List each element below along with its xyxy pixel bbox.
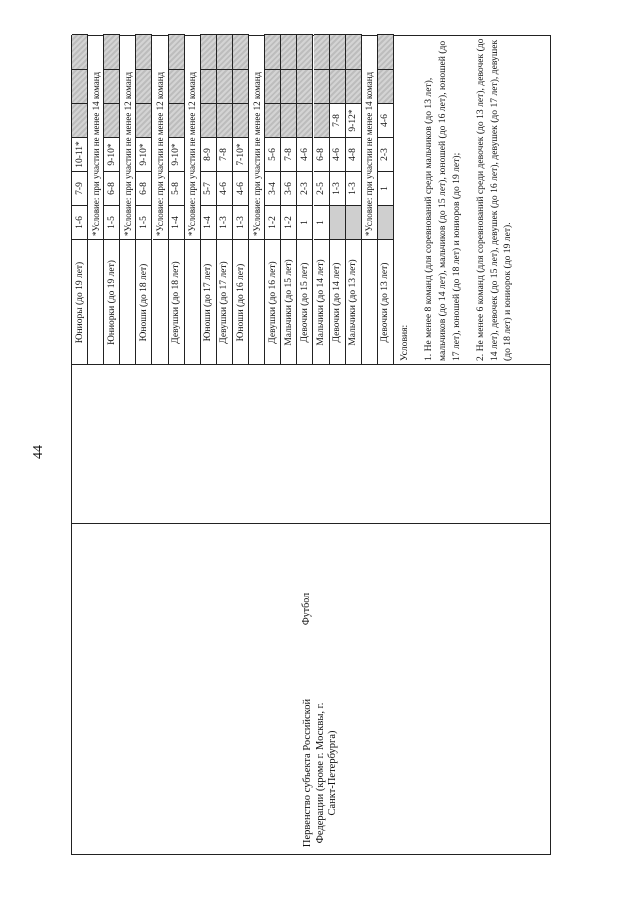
category-cell: Девушки (до 17 лет) bbox=[217, 239, 232, 365]
rank-cell bbox=[72, 69, 87, 103]
category-cell: Юноши (до 17 лет) bbox=[201, 239, 216, 365]
rank-cell bbox=[72, 34, 87, 69]
category-cell bbox=[88, 239, 103, 365]
page-number: 44 bbox=[31, 445, 46, 459]
table-row bbox=[136, 34, 152, 365]
table-row bbox=[281, 34, 297, 365]
rank-cell: 6-8 bbox=[314, 137, 329, 171]
rank-cell: 1-3 bbox=[233, 205, 248, 239]
rank-cell bbox=[346, 205, 361, 239]
rank-cell bbox=[378, 34, 393, 69]
rank-cell: 1-3 bbox=[346, 171, 361, 205]
rank-cell bbox=[217, 103, 232, 137]
table-row bbox=[314, 34, 330, 365]
category-cell bbox=[185, 239, 200, 365]
rank-cell: 1-4 bbox=[169, 205, 184, 239]
category-cell bbox=[362, 239, 377, 365]
condition-text: *Условие: при участии не менее 14 команд bbox=[90, 71, 101, 236]
condition-text: *Условие: при участии не менее 12 команд bbox=[251, 71, 262, 236]
rank-cell bbox=[201, 103, 216, 137]
table-row bbox=[297, 34, 313, 365]
table-row bbox=[346, 34, 362, 365]
rotated-document bbox=[71, 35, 551, 855]
rank-cell bbox=[314, 34, 329, 69]
rank-cell: 5-7 bbox=[201, 171, 216, 205]
rank-cell: 2-5 bbox=[314, 171, 329, 205]
rank-cell: 9-10* bbox=[169, 137, 184, 171]
sport-label: Футбол bbox=[301, 592, 312, 626]
condition-row bbox=[120, 34, 136, 365]
rank-cell bbox=[201, 34, 216, 69]
rank-cell bbox=[265, 34, 280, 69]
rank-cell bbox=[169, 69, 184, 103]
rank-cell: 7-9 bbox=[72, 171, 87, 205]
category-cell: Мальчики (до 14 лет) bbox=[314, 239, 329, 365]
rank-cell bbox=[72, 103, 87, 137]
rank-cell: 7-8 bbox=[281, 137, 296, 171]
category-cell: Девочки (до 13 лет) bbox=[378, 239, 393, 365]
rank-cell: 1-2 bbox=[281, 205, 296, 239]
condition-row bbox=[88, 34, 104, 365]
rank-cell: 5-6 bbox=[265, 137, 280, 171]
notes-item-2: 2. Не менее 6 команд (для соревнований среди девочек (до 13 лет), девочек (до 14 лет), девочек (до 15 лет), девушек (до 16 лет), девушек (до 17 лет), девушек (до 18 лет) и юниорок (до 19 лет). bbox=[474, 38, 514, 361]
rank-cell bbox=[233, 103, 248, 137]
rank-cell bbox=[233, 69, 248, 103]
rank-cell bbox=[233, 34, 248, 69]
category-cell: Девочки (до 15 лет) bbox=[297, 239, 312, 365]
conditions-notes bbox=[394, 34, 552, 365]
competition-label: Первенство субъекта Российской Федерации (кроме г. Москвы, г. Санкт-Петербурга) bbox=[302, 698, 339, 848]
rank-cell bbox=[217, 69, 232, 103]
rank-cell: 8-9 bbox=[201, 137, 216, 171]
table-frame bbox=[71, 35, 551, 855]
rank-cell bbox=[104, 103, 119, 137]
rank-cell bbox=[169, 103, 184, 137]
rank-cell: 1-5 bbox=[136, 205, 151, 239]
table-row bbox=[378, 34, 394, 365]
table-row bbox=[169, 34, 185, 365]
condition-text: *Условие: при участии не менее 12 команд bbox=[155, 71, 166, 236]
table-row bbox=[265, 34, 281, 365]
category-cell: Мальчики (до 13 лет) bbox=[346, 239, 361, 365]
rank-cell: 7-10* bbox=[233, 137, 248, 171]
rank-cell bbox=[201, 69, 216, 103]
rank-cell: 4-6 bbox=[297, 137, 312, 171]
condition-text: *Условие: при участии не менее 14 команд bbox=[364, 71, 375, 236]
rank-cell: 1-3 bbox=[330, 171, 345, 205]
category-cell: Девушки (до 16 лет) bbox=[265, 239, 280, 365]
rank-cell: 1 bbox=[378, 171, 393, 205]
rank-cell bbox=[217, 34, 232, 69]
rank-cell bbox=[314, 103, 329, 137]
rank-cell bbox=[346, 69, 361, 103]
rank-cell: 1 bbox=[314, 205, 329, 239]
category-cell: Девочки (до 14 лет) bbox=[330, 239, 345, 365]
rank-cell: 4-6 bbox=[217, 171, 232, 205]
rank-cell: 4-6 bbox=[233, 171, 248, 205]
rank-cell: 1-6 bbox=[72, 205, 87, 239]
rank-cell bbox=[314, 69, 329, 103]
category-cell: Юноши (до 16 лет) bbox=[233, 239, 248, 365]
notes-heading: Условия: bbox=[399, 324, 410, 361]
condition-row bbox=[362, 34, 378, 365]
rank-cell bbox=[265, 103, 280, 137]
category-cell: Юниоры (до 19 лет) bbox=[72, 239, 87, 365]
rank-cell bbox=[136, 34, 151, 69]
category-cell: Юноши (до 18 лет) bbox=[136, 239, 151, 365]
rank-cell: 6-8 bbox=[104, 171, 119, 205]
rank-cell: 4-6 bbox=[330, 137, 345, 171]
rank-cell bbox=[346, 34, 361, 69]
rank-cell bbox=[104, 34, 119, 69]
rank-cell bbox=[169, 34, 184, 69]
condition-row bbox=[153, 34, 169, 365]
table-row bbox=[201, 34, 217, 365]
rank-cell: 4-8 bbox=[346, 137, 361, 171]
rank-cell bbox=[281, 34, 296, 69]
rank-cell: 1-4 bbox=[201, 205, 216, 239]
table-row bbox=[72, 34, 88, 365]
rank-cell bbox=[297, 34, 312, 69]
category-cell bbox=[153, 239, 168, 365]
rank-cell bbox=[330, 205, 345, 239]
rank-cell bbox=[378, 69, 393, 103]
rank-cell bbox=[378, 205, 393, 239]
category-cell bbox=[249, 239, 264, 365]
table-row bbox=[330, 34, 346, 365]
rank-cell: 1-2 bbox=[265, 205, 280, 239]
table-row bbox=[233, 34, 249, 365]
condition-row bbox=[249, 34, 265, 365]
rank-cell: 2-3 bbox=[378, 137, 393, 171]
rank-cell bbox=[330, 69, 345, 103]
rank-cell: 7-8 bbox=[330, 103, 345, 137]
rank-cell bbox=[281, 69, 296, 103]
rank-cell: 3-6 bbox=[281, 171, 296, 205]
rank-cell: 3-4 bbox=[265, 171, 280, 205]
table-row bbox=[217, 34, 233, 365]
notes-item-1: 1. Не менее 8 команд (для соревнований среди мальчиков (до 13 лет), мальчиков (до 14 лет), мальчиков (до 15 лет), юношей (до 16 лет), юношей (до 17 лет), юношей (до 18 лет) и юниоров (до 19 лет); bbox=[422, 40, 462, 361]
rank-cell: 6-8 bbox=[136, 171, 151, 205]
rank-cell bbox=[136, 69, 151, 103]
rank-cell bbox=[330, 34, 345, 69]
rank-cell bbox=[297, 69, 312, 103]
rank-cell: 9-12* bbox=[346, 103, 361, 137]
rank-cell: 10-11* bbox=[72, 137, 87, 171]
category-cell: Юниорки (до 19 лет) bbox=[104, 239, 119, 365]
rank-cell bbox=[104, 69, 119, 103]
rank-cell: 9-10* bbox=[104, 137, 119, 171]
rank-cell: 2-3 bbox=[297, 171, 312, 205]
ranking-table bbox=[72, 34, 394, 365]
rank-cell bbox=[297, 103, 312, 137]
rank-cell bbox=[136, 103, 151, 137]
rank-cell: 4-6 bbox=[378, 103, 393, 137]
rank-cell: 1 bbox=[297, 205, 312, 239]
condition-row bbox=[185, 34, 201, 365]
rank-cell bbox=[281, 103, 296, 137]
rank-cell: 9-10* bbox=[136, 137, 151, 171]
rank-cell bbox=[265, 69, 280, 103]
category-cell: Мальчики (до 15 лет) bbox=[281, 239, 296, 365]
category-cell: Девушки (до 18 лет) bbox=[169, 239, 184, 365]
rank-cell: 7-8 bbox=[217, 137, 232, 171]
rank-cell: 1-3 bbox=[217, 205, 232, 239]
table-row bbox=[104, 34, 120, 365]
rank-cell: 5-8 bbox=[169, 171, 184, 205]
condition-text: *Условие: при участии не менее 12 команд bbox=[187, 71, 198, 236]
category-cell bbox=[120, 239, 135, 365]
rank-cell: 1-5 bbox=[104, 205, 119, 239]
condition-text: *Условие: при участии не менее 12 команд bbox=[122, 71, 133, 236]
